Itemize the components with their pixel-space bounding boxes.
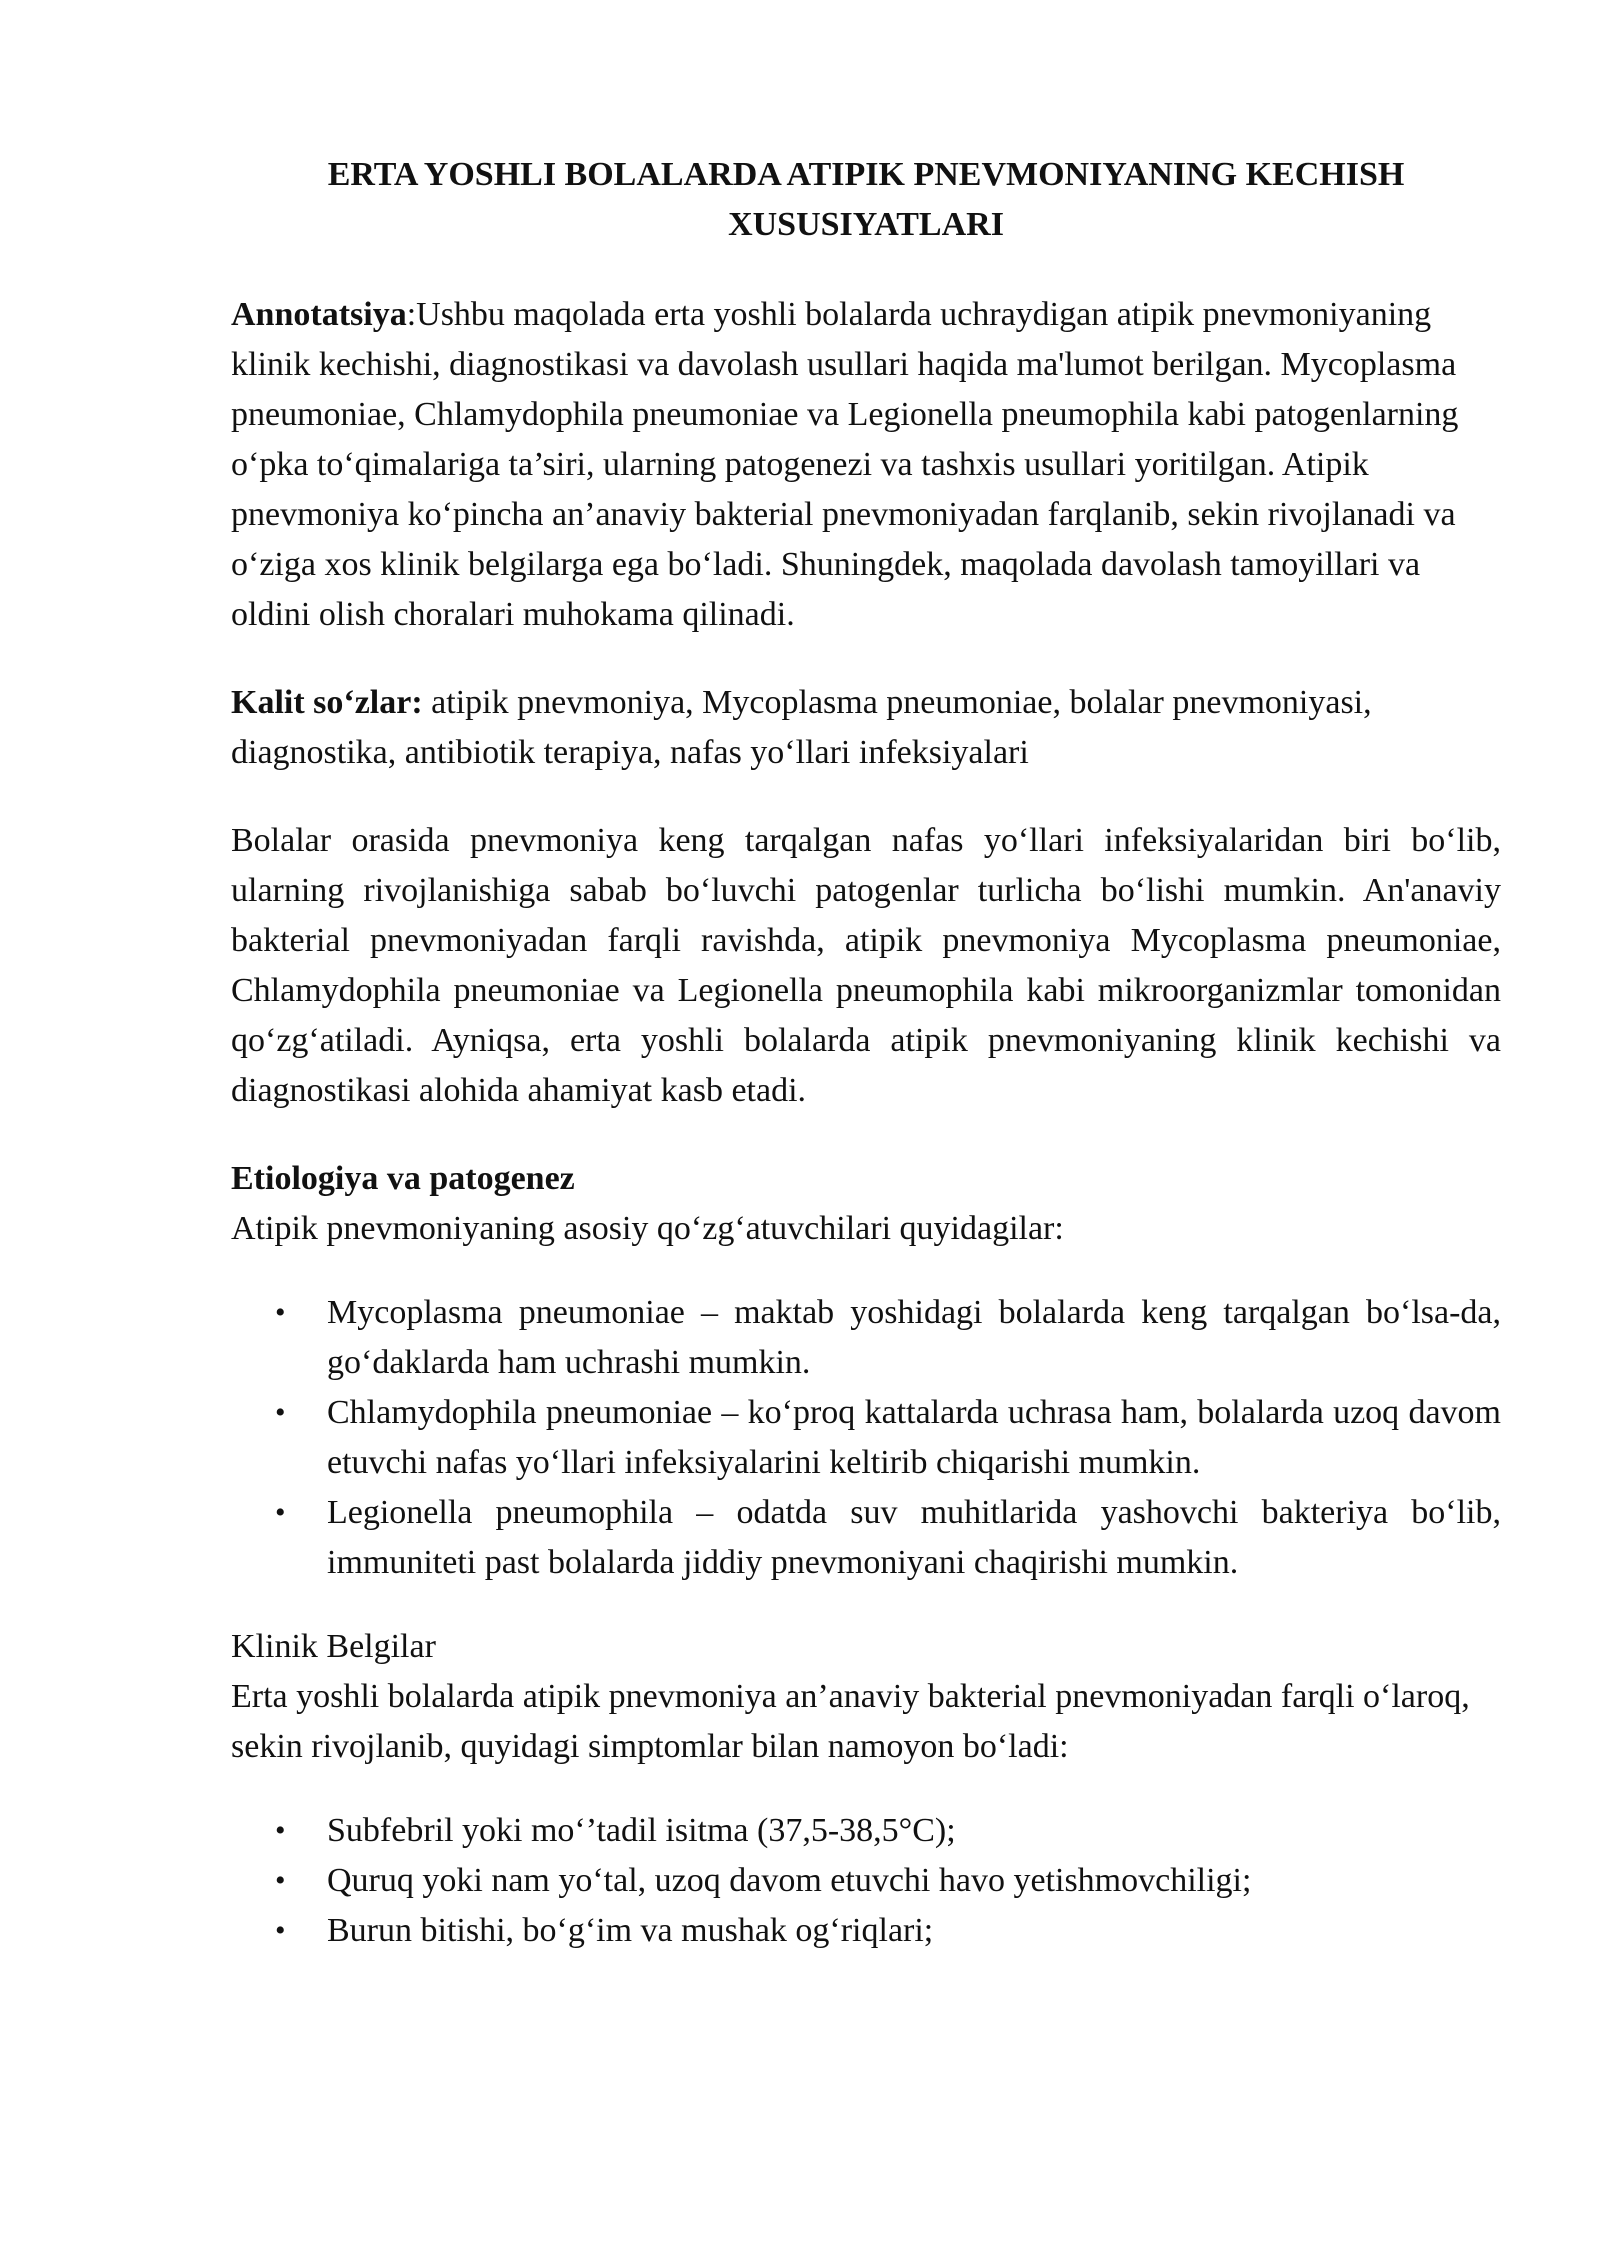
list-item	[231, 1906, 1501, 1956]
document-title: ERTA YOSHLI BOLALARDA ATIPIK PNEVMONIYANING KECHISH XUSUSIYATLARI	[327, 156, 1405, 243]
abstract-label: Annotatsiya	[231, 296, 407, 333]
clinical-lead: Erta yoshli bolalarda atipik pnevmoniya an’anaviy bakterial pnevmoniyadan farqli o‘laroq, sekin rivojlanib, quyidagi simptomlar bilan namoyon bo‘ladi:	[231, 1678, 1470, 1765]
clinical-heading: Klinik Belgilar	[231, 1628, 436, 1665]
etiology-heading: Etiologiya va patogenez	[231, 1160, 575, 1197]
etiology-lead: Atipik pnevmoniyaning asosiy qo‘zg‘atuvchilari quyidagilar:	[231, 1210, 1064, 1247]
bullet-icon: •	[275, 1914, 286, 1947]
list-item	[231, 1488, 1501, 1588]
list-item	[231, 1806, 1501, 1856]
keywords-label: Kalit so‘zlar:	[231, 684, 423, 721]
intro-paragraph: Bolalar orasida pnevmoniya keng tarqalgan nafas yo‘llari infeksiyalaridan biri bo‘lib, ularning rivojlanishiga sabab bo‘luvchi patogenlar turlicha bo‘lishi mumkin. An'anaviy bakterial pnevmoniyadan farqli ravishda, atipik pnevmoniya Mycoplasma pneumoniae, Chlamydophila pneumoniae va Legionella pneumophila kabi mikroorganizmlar tomonidan qo‘zg‘atiladi. Ayniqsa, erta yoshli bolalarda atipik pnevmoniyaning klinik kechishi va diagnostikasi alohida ahamiyat kasb etadi.	[231, 822, 1501, 1109]
bullet-icon: •	[275, 1814, 286, 1847]
list-item-text: Mycoplasma pneumoniae – maktab yoshidagi bolalarda keng tarqalgan bo‘lsa-da, go‘daklarda ham uchrashi mumkin.	[327, 1294, 1501, 1381]
bullet-icon: •	[275, 1396, 286, 1429]
document-page	[231, 150, 1501, 1990]
keywords-text: atipik pnevmoniya, Mycoplasma pneumoniae, bolalar pnevmoniyasi, diagnostika, antibiotik terapiya, nafas yo‘llari infeksiyalari	[231, 684, 1372, 771]
list-item-text: Chlamydophila pneumoniae – ko‘proq kattalarda uchrasa ham, bolalarda uzoq davom etuvchi nafas yo‘llari infeksiyalarini keltirib chiqarishi mumkin.	[327, 1394, 1501, 1481]
bullet-icon: •	[275, 1296, 286, 1329]
list-item	[231, 1288, 1501, 1388]
clinical-list	[231, 1806, 1501, 1956]
abstract-paragraph	[231, 290, 1501, 640]
keywords-paragraph	[231, 678, 1501, 778]
list-item-text: Quruq yoki nam yo‘tal, uzoq davom etuvchi havo yetishmovchiligi;	[327, 1862, 1252, 1899]
list-item-text: Legionella pneumophila – odatda suv muhitlarida yashovchi bakteriya bo‘lib, immuniteti past bolalarda jiddiy pnevmoniyani chaqirishi mumkin.	[327, 1494, 1501, 1581]
list-item	[231, 1388, 1501, 1488]
list-item-text: Burun bitishi, bo‘g‘im va mushak og‘riqlari;	[327, 1912, 934, 1949]
list-item	[231, 1856, 1501, 1906]
bullet-icon: •	[275, 1496, 286, 1529]
list-item-text: Subfebril yoki mo‘’tadil isitma (37,5-38,5°C);	[327, 1812, 956, 1849]
abstract-text: :Ushbu maqolada erta yoshli bolalarda uchraydigan atipik pnevmoniyaning klinik kechishi, diagnostikasi va davolash usullari haqida ma'lumot berilgan. Mycoplasma pneumoniae, Chlamydophila pneumoniae va Legionella pneumophila kabi patogenlarning o‘pka to‘qimalariga ta’siri, ularning patogenezi va tashxis usullari yoritilgan. Atipik pnevmoniya ko‘pincha an’anaviy bakterial pnevmoniyadan farqlanib, sekin rivojlanadi va o‘ziga xos klinik belgilarga ega bo‘ladi. Shuningdek, maqolada davolash tamoyillari va oldini olish choralari muhokama qilinadi.	[231, 296, 1459, 633]
etiology-list	[231, 1288, 1501, 1588]
bullet-icon: •	[275, 1864, 286, 1897]
